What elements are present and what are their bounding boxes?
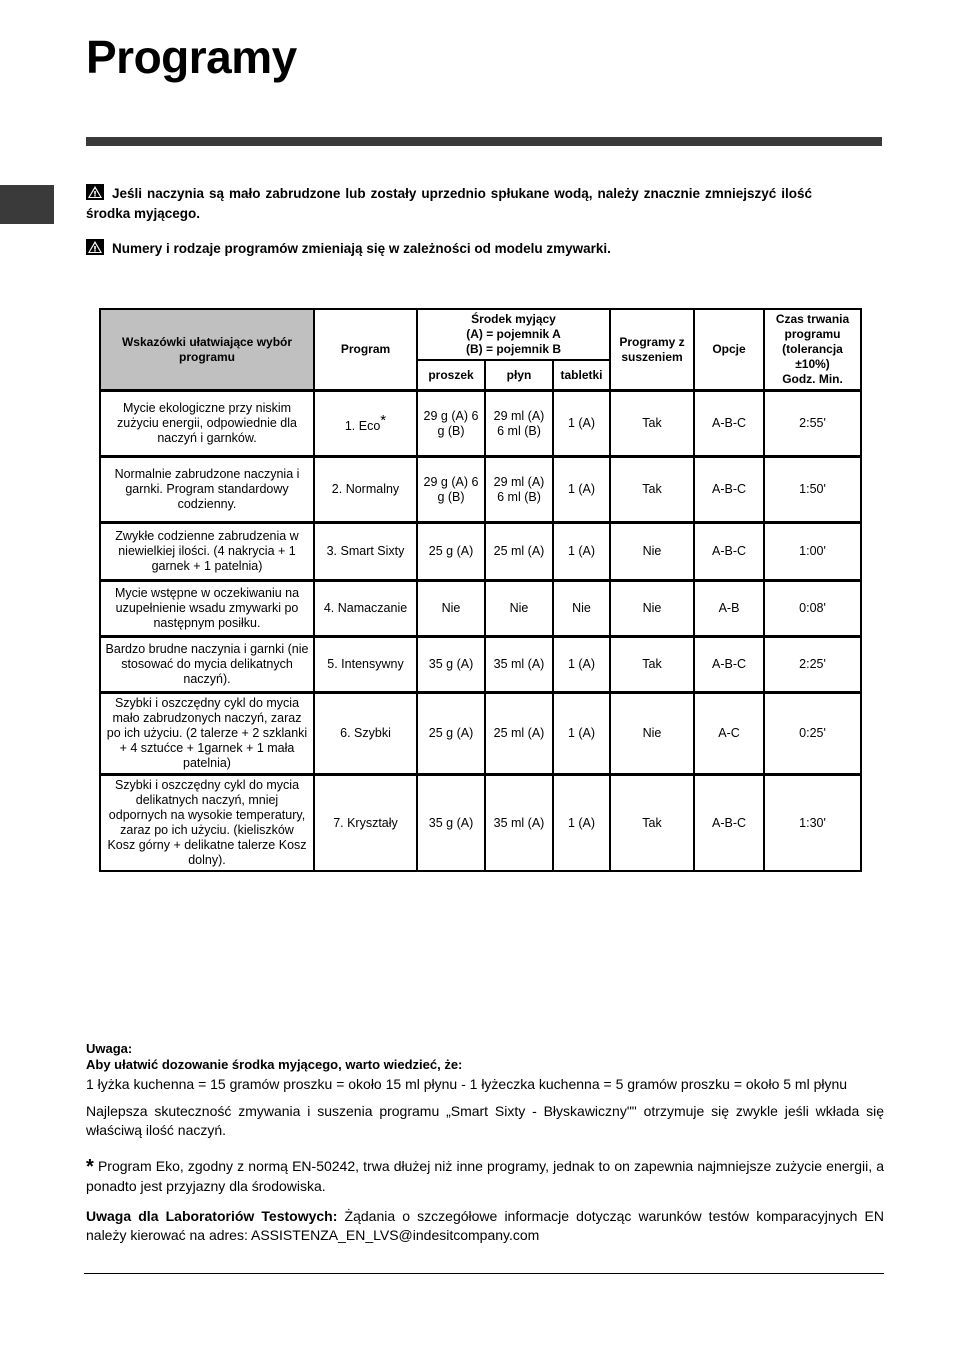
- table-row: [100, 581, 861, 637]
- row-powder: Nie: [417, 581, 485, 637]
- row-liquid: 29 ml (A) 6 ml (B): [485, 391, 553, 457]
- lab-note: [86, 1207, 884, 1245]
- row-liquid: Nie: [485, 581, 553, 637]
- row-time: 2:25': [764, 637, 861, 693]
- row-powder: 25 g (A): [417, 523, 485, 581]
- row-program: 7. Kryształy: [314, 775, 417, 872]
- header-program: Program: [314, 309, 417, 391]
- eco-note-text: Program Eko, zgodny z normą EN-50242, trwa dłużej niż inne programy, jednak to on zapewnia najmniejsze zużycie energii, a ponadto jest przyjazny dla środowiska.: [86, 1158, 885, 1194]
- conversion-note: 1 łyżka kuchenna = 15 gramów proszku = około 15 ml płynu - 1 łyżeczka kuchenna = 5 gramów proszku = około 5 ml płynu: [86, 1076, 848, 1092]
- row-time: 1:30': [764, 775, 861, 872]
- header-detergent-a: (A) = pojemnik A: [466, 327, 561, 342]
- warning-text-1: Jeśli naczynia są mało zabrudzone lub zostały uprzednio spłukane wodą, należy znacznie zmniejszyć ilość środka myjącego.: [86, 186, 812, 221]
- row-options: A-B: [694, 581, 764, 637]
- header-duration-text: Czas trwania programu (tolerancja ±10%): [775, 312, 850, 371]
- language-tab-marker: [0, 185, 54, 224]
- programs-table: [99, 308, 862, 872]
- row-options: A-B-C: [694, 523, 764, 581]
- header-divider: [86, 137, 882, 146]
- header-tablets: tabletki: [553, 360, 610, 390]
- row-options: A-C: [694, 693, 764, 775]
- row-tablets: 1 (A): [553, 457, 610, 523]
- row-drying: Tak: [610, 775, 694, 872]
- row-options: A-B-C: [694, 457, 764, 523]
- row-time: 0:08': [764, 581, 861, 637]
- row-time: 1:00': [764, 523, 861, 581]
- lab-note-label: Uwaga dla Laboratoriów Testowych:: [86, 1208, 338, 1224]
- table-row: [100, 457, 861, 523]
- row-drying: Nie: [610, 693, 694, 775]
- row-program: 4. Namaczanie: [314, 581, 417, 637]
- row-tablets: 1 (A): [553, 523, 610, 581]
- row-drying: Tak: [610, 457, 694, 523]
- header-liquid: płyn: [485, 360, 553, 390]
- row-program-name: 1. Eco: [344, 419, 381, 434]
- warning-icon: [86, 184, 104, 200]
- footer-divider: [84, 1273, 884, 1274]
- row-liquid: 35 ml (A): [485, 637, 553, 693]
- row-time: 1:50': [764, 457, 861, 523]
- warning-icon: [86, 239, 104, 255]
- warning-text-2: Numery i rodzaje programów zmieniają się w zależności od modelu zmywarki.: [112, 241, 611, 256]
- row-options: A-B-C: [694, 775, 764, 872]
- header-drying: Programy z suszeniem: [610, 309, 694, 391]
- row-drying: Tak: [610, 391, 694, 457]
- page-title: Programy: [86, 31, 297, 83]
- header-detergent-title: Środek myjący: [471, 312, 556, 327]
- row-program: 6. Szybki: [314, 693, 417, 775]
- row-options: A-B-C: [694, 637, 764, 693]
- eco-note: [86, 1157, 884, 1196]
- row-description: Zwykłe codzienne zabrudzenia w niewielkiej ilości. (4 nakrycia + 1 garnek + 1 patelnia): [100, 523, 314, 581]
- table-row: [100, 693, 861, 775]
- row-powder: 29 g (A) 6 g (B): [417, 457, 485, 523]
- row-drying: Tak: [610, 637, 694, 693]
- warning-note-2: [86, 239, 812, 259]
- table-row: [100, 391, 861, 457]
- row-time: 2:55': [764, 391, 861, 457]
- eco-note-asterisk: *: [86, 1156, 94, 1178]
- row-powder: 25 g (A): [417, 693, 485, 775]
- uwaga-block: [86, 1041, 884, 1073]
- row-options: A-B-C: [694, 391, 764, 457]
- row-powder: 29 g (A) 6 g (B): [417, 391, 485, 457]
- row-liquid: 25 ml (A): [485, 523, 553, 581]
- header-guide: Wskazówki ułatwiające wybór programu: [100, 309, 314, 391]
- uwaga-bold-text: Aby ułatwić dozowanie środka myjącego, warto wiedzieć, że:: [86, 1057, 463, 1072]
- row-drying: Nie: [610, 523, 694, 581]
- row-description: Szybki i oszczędny cykl do mycia mało zabrudzonych naczyń, zaraz po ich użyciu. (2 talerze + 2 szklanki + 4 sztućce + 1garnek + 1 mała patelnia): [100, 693, 314, 775]
- row-drying: Nie: [610, 581, 694, 637]
- row-tablets: 1 (A): [553, 391, 610, 457]
- table-row: [100, 637, 861, 693]
- row-program: 3. Smart Sixty: [314, 523, 417, 581]
- row-time: 0:25': [764, 693, 861, 775]
- smart-sixty-note: Najlepsza skuteczność zmywania i suszenia programu „Smart Sixty - Błyskawiczny"" otrzymuje się zwykle jeśli wkłada się właściwą ilość naczyń.: [86, 1103, 884, 1138]
- row-powder: 35 g (A): [417, 637, 485, 693]
- header-duration-unit: Godz. Min.: [782, 372, 843, 386]
- row-description: Normalnie zabrudzone naczynia i garnki. Program standardowy codzienny.: [100, 457, 314, 523]
- row-program: [314, 391, 417, 457]
- row-powder: 35 g (A): [417, 775, 485, 872]
- uwaga-label: Uwaga:: [86, 1041, 133, 1056]
- row-tablets: 1 (A): [553, 775, 610, 872]
- row-description: Szybki i oszczędny cykl do mycia delikatnych naczyń, mniej odpornych na wysokie temperatury, zaraz po ich użyciu. (kieliszków Kosz górny + delikatne talerze Kosz dolny).: [100, 775, 314, 872]
- row-program: 5. Intensywny: [314, 637, 417, 693]
- row-program: 2. Normalny: [314, 457, 417, 523]
- row-tablets: Nie: [553, 581, 610, 637]
- table-row: [100, 775, 861, 872]
- row-description: Mycie wstępne w oczekiwaniu na uzupełnienie wsadu zmywarki po następnym posiłku.: [100, 581, 314, 637]
- header-duration: [764, 309, 861, 391]
- lab-note-text: Żądania o szczegółowe informacje dotycząc warunków testów komparacyjnych EN należy kierować na adres: ASSISTENZA_EN_LVS@indesitcompany.com: [86, 1208, 885, 1243]
- header-powder: proszek: [417, 360, 485, 390]
- row-description: Mycie ekologiczne przy niskim zużyciu energii, odpowiednie dla naczyń i garnków.: [100, 391, 314, 457]
- eco-asterisk: *: [380, 411, 387, 429]
- warning-note-1: [86, 184, 812, 224]
- header-detergent: [417, 309, 610, 360]
- row-tablets: 1 (A): [553, 693, 610, 775]
- row-liquid: 35 ml (A): [485, 775, 553, 872]
- table-row: [100, 523, 861, 581]
- row-liquid: 29 ml (A) 6 ml (B): [485, 457, 553, 523]
- header-options: Opcje: [694, 309, 764, 391]
- header-detergent-b: (B) = pojemnik B: [466, 342, 562, 357]
- row-liquid: 25 ml (A): [485, 693, 553, 775]
- row-description: Bardzo brudne naczynia i garnki (nie stosować do mycia delikatnych naczyń).: [100, 637, 314, 693]
- row-tablets: 1 (A): [553, 637, 610, 693]
